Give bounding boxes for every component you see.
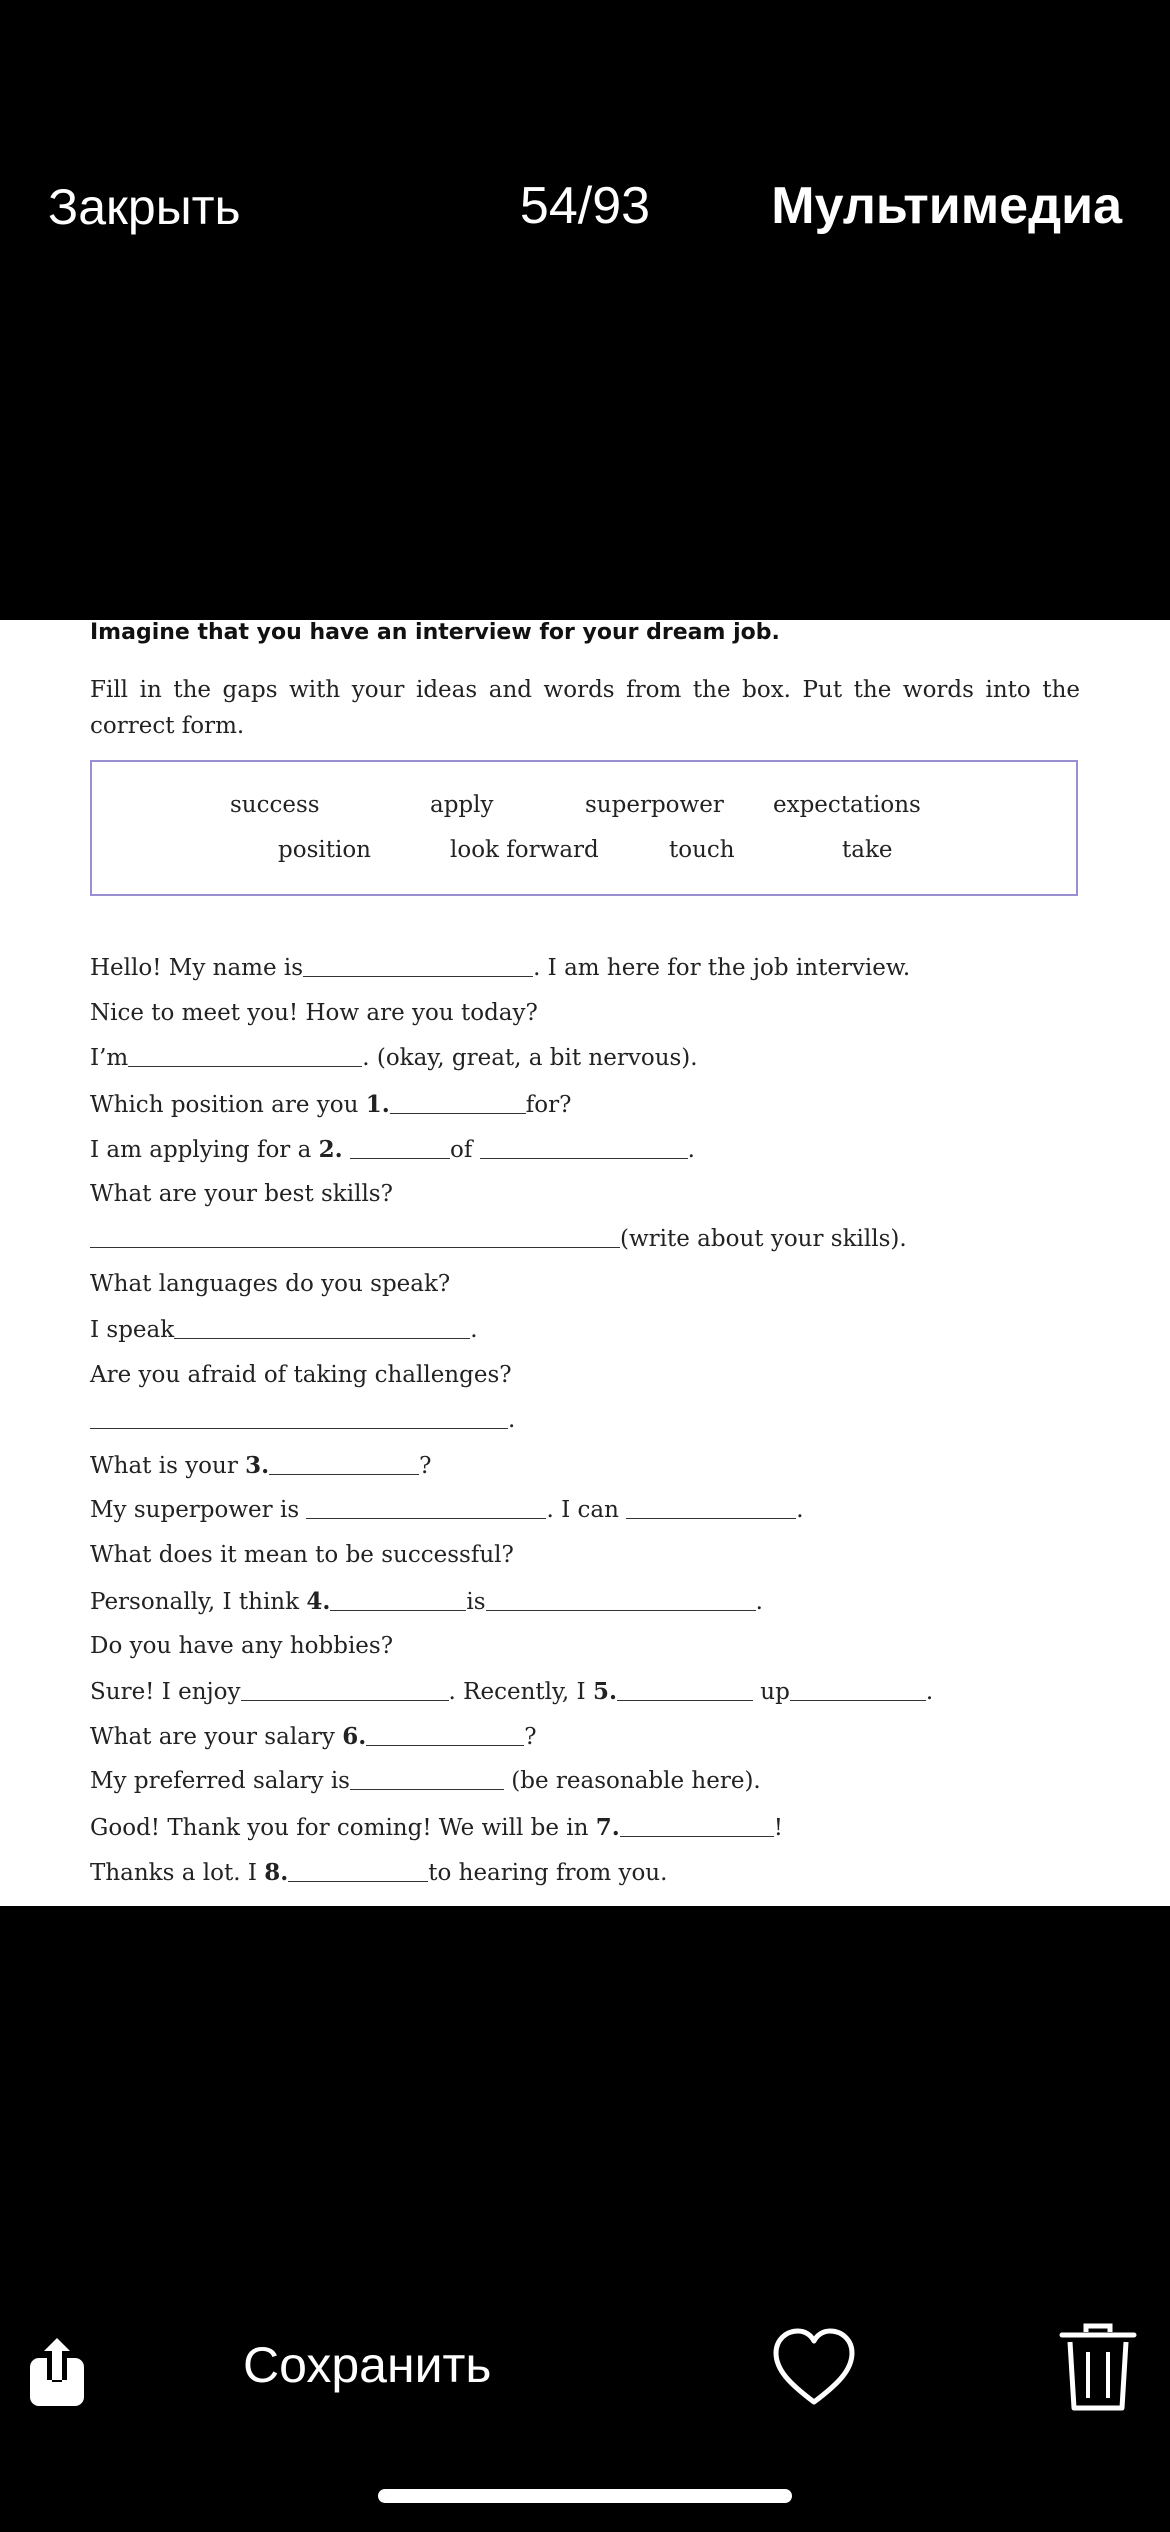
close-button[interactable]: Закрыть: [48, 179, 241, 235]
dialogue-line: Do you have any hobbies?: [90, 1632, 394, 1659]
dialogue-line: Nice to meet you! How are you today?: [90, 1000, 538, 1027]
dialogue-line: Are you afraid of taking challenges?: [90, 1361, 512, 1388]
worksheet-title: Imagine that you have an interview for your dream job.: [90, 620, 780, 645]
dialogue-line: Thanks a lot. I 8. to hearing from you.: [90, 1858, 668, 1886]
dialogue-line: Sure! I enjoy . Recently, I 5. up .: [90, 1678, 934, 1705]
dialogue-line: What is your 3. ?: [90, 1452, 432, 1480]
dialogue-line: I speak .: [90, 1308, 1090, 1353]
word-box: [90, 760, 1078, 896]
word-box-item: success: [230, 792, 320, 818]
dialogue-line: What are your salary 6. ?: [90, 1723, 537, 1751]
delete-button[interactable]: [1058, 2322, 1138, 2414]
top-bar: [0, 0, 1170, 420]
save-button[interactable]: Сохранить: [243, 2337, 492, 2393]
dialogue-line: What are your best skills?: [90, 1180, 393, 1207]
dialogue-line: Personally, I think 4. is .: [90, 1587, 763, 1615]
media-button[interactable]: Мультимедиа: [771, 177, 1122, 235]
worksheet-instruction: Fill in the gaps with your ideas and words from the box. Put the words into the correct form.: [90, 677, 1080, 739]
dialogue-line: Good! Thank you for coming! We will be in 7. !: [90, 1813, 784, 1841]
word-box-item: touch: [669, 837, 735, 863]
share-button[interactable]: [22, 2330, 92, 2410]
dialogue-line: I’m . (okay, great, a bit nervous).: [90, 1036, 1090, 1081]
dialogue-lines: [90, 946, 1090, 1895]
dialogue-line: My superpower is . I can .: [90, 1488, 1090, 1533]
dialogue-line: What languages do you speak?: [90, 1271, 451, 1298]
word-box-item: apply: [430, 792, 494, 818]
dialogue-line: Hello! My name is . I am here for the job interview.: [90, 946, 1090, 991]
worksheet-image: [0, 620, 1170, 1906]
word-box-item: superpower: [585, 792, 724, 818]
dialogue-line: .: [90, 1398, 1090, 1443]
word-box-item: look forward: [450, 837, 599, 863]
word-box-item: take: [842, 837, 893, 863]
word-box-item: position: [278, 837, 371, 863]
word-box-item: expectations: [773, 792, 921, 818]
photo-counter: 54/93: [519, 177, 651, 235]
dialogue-line: I am applying for a 2. of .: [90, 1135, 695, 1163]
share-icon: [22, 2330, 92, 2410]
home-indicator[interactable]: [378, 2489, 792, 2503]
heart-icon: [770, 2326, 858, 2408]
favorite-button[interactable]: [770, 2326, 858, 2408]
dialogue-line: (write about your skills).: [90, 1217, 1090, 1262]
dialogue-line: My preferred salary is (be reasonable here).: [90, 1759, 1090, 1804]
dialogue-line: What does it mean to be successful?: [90, 1542, 514, 1569]
dialogue-line: Which position are you 1. for?: [90, 1090, 572, 1118]
trash-icon: [1058, 2322, 1138, 2414]
